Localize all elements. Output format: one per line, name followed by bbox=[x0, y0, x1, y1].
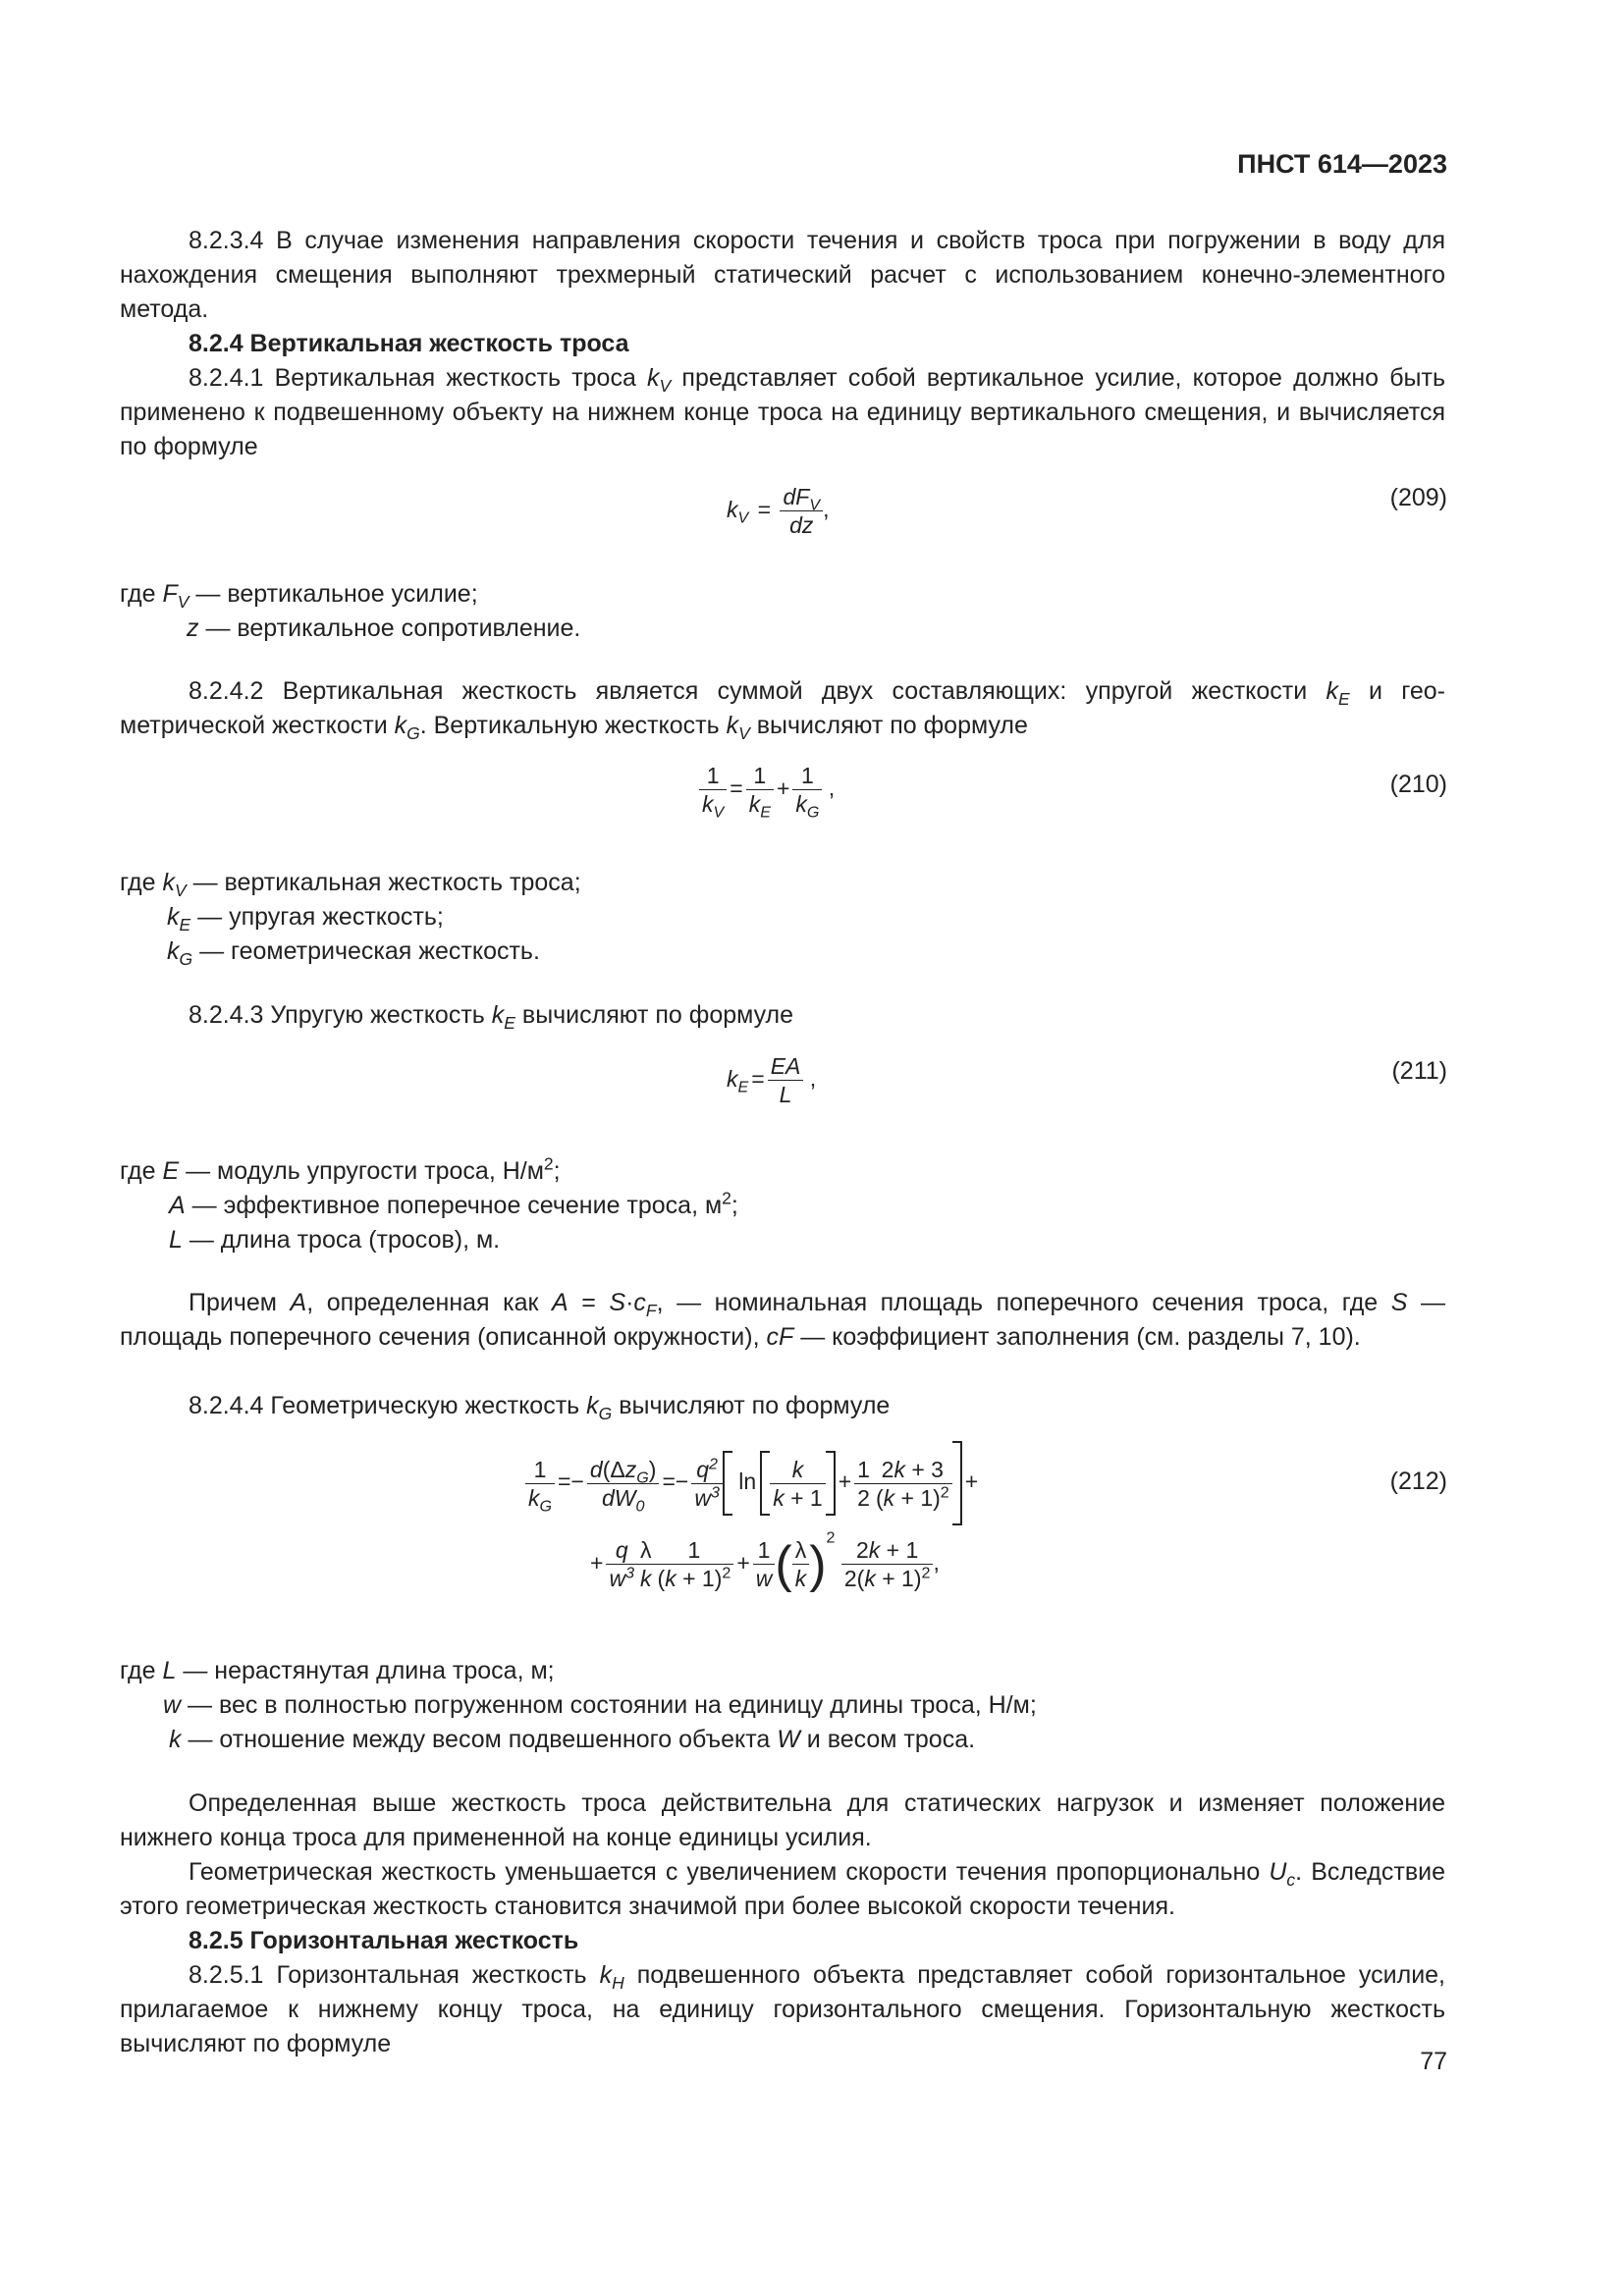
fraction-lhs: $\frac{1}{k_V}$ bbox=[699, 762, 727, 818]
where-line-2: z — вертикальное сопротивление. bbox=[187, 614, 581, 642]
symbol-kv: $k_V$ bbox=[647, 364, 672, 396]
formula-211: $k_E$ = $\frac{EA}{L}$ , bbox=[727, 1053, 817, 1107]
paragraph-text: 8.2.4.2 Вертикальная жесткость является суммой двух составляющих: упругой жесткости $k_E$ и гео-метрической жесткости $k_G$. Вертикальную жесткость $k_V$ вычисляют по формуле bbox=[120, 677, 1445, 743]
paragraph-8-2-4-3: 8.2.4.3 Упругую жесткость $k_E$ вычисляют по формуле bbox=[189, 1001, 794, 1033]
heading-8-2-5 bbox=[120, 1924, 1445, 1958]
paragraph-text: 8.2.5.1 Горизонтальная жесткость $k_H$ подвешенного объекта представляет собой горизонтальное усилие, прилагаемое к нижнему концу троса, на единицу горизонтального смещения. Горизонтальную жесткость вычисляют по формуле bbox=[120, 1961, 1446, 2057]
equation-number-210: (210) bbox=[1389, 771, 1447, 798]
paragraph-8-2-4-2 bbox=[120, 674, 1445, 743]
paragraph-text: Определенная выше жесткость троса действительна для статических нагрузок и изменяет положение нижнего конца троса для примененной на конце единицы усилия. bbox=[120, 1789, 1445, 1851]
section-heading: 8.2.4 Вертикальная жесткость троса bbox=[189, 330, 629, 357]
where-line-3: $k_G$ — геометрическая жесткость. bbox=[167, 937, 540, 969]
where-line-2: w — вес в полностью погруженном состоянии на единицу длины троса, Н/м; bbox=[163, 1691, 1037, 1719]
formula-212-line-2: + $\frac{q}{w^3}$ $\frac{\lambda}{k}$ $\frac{1}{(k + 1)^2}$ + $\frac{1}{w}$ ( $\frac{\lambda}{k}$ )$^2$ $\frac{2k + 1}{2(k + 1)^2}$ , bbox=[590, 1528, 940, 1593]
denominator: dz bbox=[789, 512, 814, 538]
where-line-1: где $k_V$ — вертикальная жесткость троса; bbox=[120, 869, 581, 900]
paragraph-text: Геометрическая жесткость уменьшается с увеличением скорости течения пропорционально $U_c$. Вследствие этого геометрическая жесткость становится значимой при более высокой скорости течения. bbox=[120, 1858, 1445, 1920]
where-line-2: A — эффективное поперечное сечение троса, $м^2$; bbox=[169, 1188, 738, 1219]
formula-209 bbox=[727, 483, 829, 539]
where-line-1: где L — нерастянутая длина троса, м; bbox=[120, 1657, 555, 1684]
paragraph-8-2-3-4 bbox=[120, 224, 1445, 327]
paragraph-text bbox=[120, 361, 1445, 464]
text-run: представляет собой вертикальное усилие, которое должно быть применено к подвешенному объекту на нижнем конце троса на единицу вертикального смещения, и вычисляется по формуле bbox=[120, 364, 1446, 460]
where-line-3: k — отношение между весом подвешенного объекта W и весом троса. bbox=[169, 1726, 976, 1753]
document-code: ПНСТ 614—2023 bbox=[1237, 149, 1447, 179]
numerator: $dF_V$ bbox=[780, 483, 823, 511]
paragraph-geometric bbox=[120, 1855, 1445, 1924]
paragraph-static bbox=[120, 1787, 1445, 1855]
text-run: 8.2.4.1 Вертикальная жесткость троса bbox=[189, 364, 636, 392]
fraction-kg: $\frac{1}{k_G}$ bbox=[792, 762, 822, 818]
formula-212-line-1: $\frac{1}{k_G}$ =− $\frac{d(\Delta z_G)}{dW_0}$ =− $\frac{q^2}{w^3}$ ln $\frac{k}{k + 1}$ + $\frac{1}{2}$ $\frac{2k + 3}{(k + 1)^2}$ + bbox=[525, 1441, 981, 1525]
equals-sign: = bbox=[757, 496, 772, 522]
section-heading: 8.2.5 Горизонтальная жесткость bbox=[189, 1927, 579, 1954]
paragraph-fill-factor bbox=[120, 1286, 1445, 1355]
equation-number-212: (212) bbox=[1389, 1468, 1447, 1495]
fraction bbox=[780, 483, 823, 539]
fraction-ke: $\frac{1}{k_E}$ bbox=[746, 762, 774, 818]
paragraph-8-2-4-4: 8.2.4.4 Геометрическую жесткость $k_G$ вычисляют по формуле bbox=[189, 1392, 891, 1423]
symbol: z bbox=[187, 614, 199, 642]
where-line-3: L — длина троса (тросов), м. bbox=[169, 1226, 501, 1254]
symbol: $F_V$ bbox=[162, 580, 189, 612]
where-line-1: где $F_V$ — вертикальное усилие; bbox=[120, 580, 478, 612]
equation-number-209: (209) bbox=[1389, 484, 1447, 511]
heading-8-2-4 bbox=[120, 327, 1445, 361]
paragraph-text: 8.2.3.4 В случае изменения направления скорости течения и свойств троса при погружении в воду для нахождения смещения выполняют трехмерный статический расчет с использованием конечно-элементного метода. bbox=[120, 227, 1445, 323]
paragraph-8-2-5-1 bbox=[120, 1958, 1445, 2061]
formula-210: $\frac{1}{k_V}$ = $\frac{1}{k_E}$ + $\frac{1}{k_G}$ , bbox=[699, 762, 835, 818]
punctuation: , bbox=[823, 496, 830, 522]
where-line-1: где E — модуль упругости троса, $Н/м^2$; bbox=[120, 1153, 561, 1185]
fraction: $\frac{EA}{L}$ bbox=[768, 1052, 804, 1108]
equation-number-211: (211) bbox=[1391, 1057, 1447, 1085]
formula-lhs: $k_V$ bbox=[727, 496, 749, 527]
page-number: 77 bbox=[1420, 2048, 1447, 2075]
paragraph-text: Причем A, определенная как $A = S\cdot c_F$, — номинальная площадь поперечного сечения троса, где S — площадь поперечного сечения (описанной окружности), cF — коэффициент заполнения (см. разделы 7, 10). bbox=[120, 1289, 1445, 1351]
where-line-2: $k_E$ — упругая жесткость; bbox=[167, 903, 444, 934]
paragraph-8-2-4-1 bbox=[120, 361, 1445, 464]
